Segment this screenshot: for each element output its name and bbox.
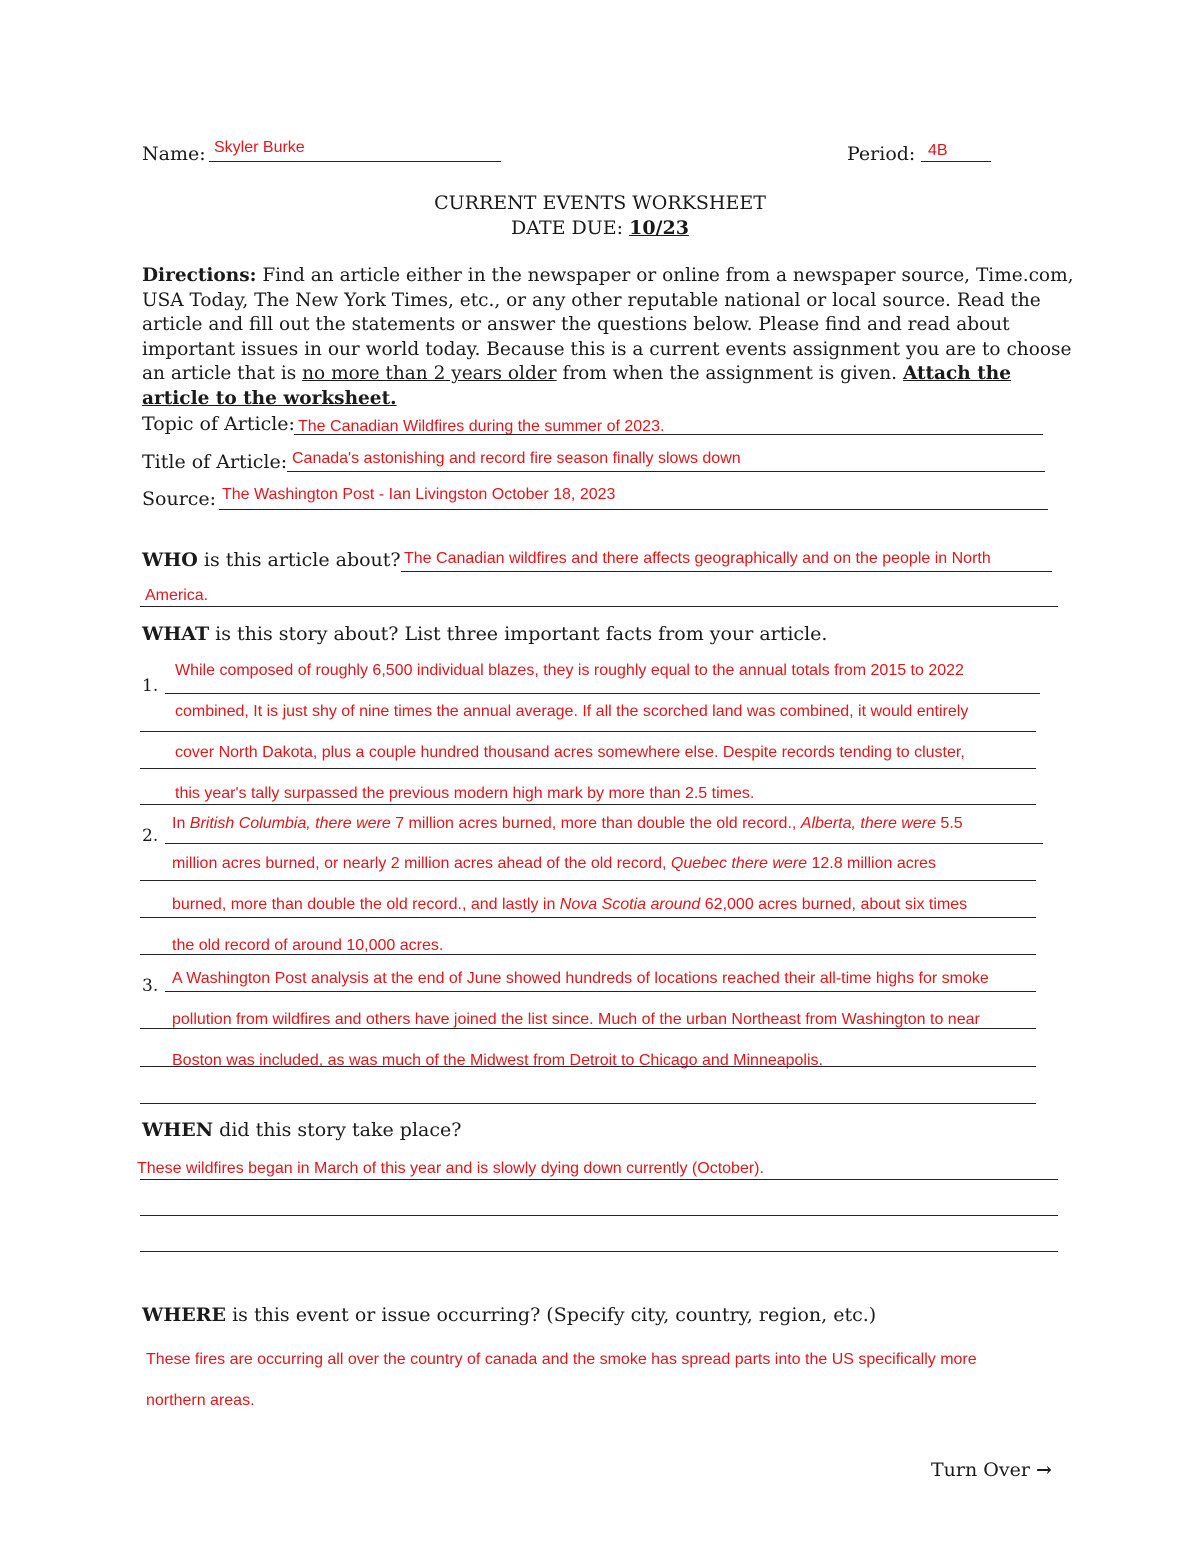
fact2-line2[interactable]	[172, 855, 936, 873]
what-label-bold: WHAT	[142, 623, 210, 645]
fact2-l1-italic-2: Alberta, there were	[800, 815, 936, 832]
worksheet-title: CURRENT EVENTS WORKSHEET	[434, 192, 766, 214]
directions-text-b: from when the assignment is given.	[556, 363, 903, 385]
fact3-underline-1	[165, 991, 1036, 992]
fact2-l1-b: 7 million acres burned, more than double the old record.,	[390, 815, 801, 832]
fact3-line1[interactable]: A Washington Post analysis at the end of June showed hundreds of locations reached their all-time highs for smoke	[172, 970, 989, 987]
who-underline-2	[140, 606, 1058, 607]
arrow-right-icon: →	[1035, 1459, 1052, 1481]
title-value[interactable]: Canada's astonishing and record fire season finally slows down	[292, 450, 741, 467]
what-label-rest: is this story about? List three important facts from your article.	[209, 623, 828, 645]
fact2-underline-1	[165, 843, 1043, 844]
fact3-underline-4	[140, 1103, 1036, 1104]
when-underline-1	[140, 1179, 1058, 1180]
when-underline-3	[140, 1251, 1058, 1252]
who-question	[142, 549, 401, 571]
fact2-underline-2	[140, 880, 1036, 881]
fact2-l3-a: burned, more than double the old record., and lastly in	[172, 896, 560, 913]
fact1-underline-1	[165, 693, 1040, 694]
fact2-l1-c: 5.5	[935, 815, 963, 832]
topic-label: Topic of Article:	[142, 413, 295, 435]
title-label: Title of Article:	[142, 451, 288, 473]
fact2-underline-4	[140, 954, 1036, 955]
where-label-rest: is this event or issue occurring? (Specify city, country, region, etc.)	[226, 1304, 877, 1326]
fact3-line2[interactable]: pollution from wildfires and others have joined the list since. Much of the urban Northeast from Washington to near	[172, 1011, 980, 1028]
fact2-l3-italic: Nova Scotia around	[559, 896, 701, 913]
fact2-line3[interactable]	[172, 896, 967, 914]
where-answer-line1[interactable]: These fires are occurring all over the country of canada and the smoke has spread parts into the US specifically more	[146, 1351, 977, 1368]
directions-underlined: no more than 2 years older	[302, 363, 557, 385]
fact1-line2[interactable]: combined, It is just shy of nine times the annual average. If all the scorched land was combined, it would entirely	[175, 703, 969, 720]
source-label: Source:	[142, 488, 217, 510]
when-answer[interactable]: These wildfires began in March of this year and is slowly dying down currently (October).	[137, 1160, 764, 1177]
directions-attach: Attach the article to the worksheet.	[142, 363, 1011, 409]
fact2-l2-b: 12.8 million acres	[807, 855, 936, 872]
fact1-underline-3	[140, 768, 1036, 769]
source-underline	[219, 509, 1048, 510]
fact1-underline-2	[140, 731, 1036, 732]
turn-over-label: Turn Over	[931, 1459, 1030, 1481]
directions-paragraph	[142, 264, 1082, 412]
directions-label: Directions:	[142, 265, 257, 286]
source-value[interactable]: The Washington Post - Ian Livingston October 18, 2023	[222, 486, 616, 503]
name-value[interactable]: Skyler Burke	[214, 139, 305, 156]
title-underline	[287, 471, 1045, 472]
fact3-line3[interactable]: Boston was included, as was much of the Midwest from Detroit to Chicago and Minneapolis.	[172, 1052, 823, 1069]
fact1-line4[interactable]: this year's tally surpassed the previous modern high mark by more than 2.5 times.	[175, 785, 755, 802]
fact2-l3-b: 62,000 acres burned, about six times	[700, 896, 968, 913]
fact2-line1[interactable]	[172, 815, 963, 833]
when-question	[142, 1119, 461, 1141]
fact2-underline-3	[140, 917, 1036, 918]
fact1-underline-4	[140, 804, 1036, 805]
fact2-line4[interactable]: the old record of around 10,000 acres.	[172, 937, 444, 954]
where-answer-line2[interactable]: northern areas.	[146, 1392, 255, 1409]
fact3-underline-3	[140, 1066, 1036, 1067]
turn-over-text	[931, 1459, 1052, 1481]
where-label-bold: WHERE	[142, 1304, 227, 1326]
fact1-line1[interactable]: While composed of roughly 6,500 individual blazes, they is roughly equal to the annual totals from 2015 to 2022	[175, 662, 964, 679]
where-question	[142, 1304, 876, 1326]
when-underline-2	[140, 1215, 1058, 1216]
who-answer-line2[interactable]: America.	[145, 587, 209, 604]
date-due-label: DATE DUE:	[511, 217, 624, 239]
period-label: Period:	[847, 143, 916, 165]
date-due-value: 10/23	[629, 217, 689, 239]
what-question	[142, 623, 827, 645]
fact2-l2-italic: Quebec there were	[670, 855, 807, 872]
fact-number-3: 3.	[142, 976, 159, 996]
directions-text-a: Find an article either in the newspaper or online from a newspaper source, Time.com, USA Today, The New York Times, etc., or any other reputable national or local source. Read the article and fill out the statements or answer the questions below. Please find and read about important issues in our world today. Because this is a current events assignment you are to choose an article that is	[142, 265, 1074, 385]
name-label: Name:	[142, 143, 206, 165]
who-label-rest: is this article about?	[197, 549, 401, 571]
name-underline	[209, 161, 501, 162]
fact2-l2-a: million acres burned, or nearly 2 million acres ahead of the old record,	[172, 855, 671, 872]
fact2-l1-a: In	[172, 815, 190, 832]
fact2-l1-italic-1: British Columbia, there were	[189, 815, 391, 832]
fact3-underline-2	[140, 1028, 1036, 1029]
period-value[interactable]: 4B	[928, 142, 948, 159]
fact-number-2: 2.	[142, 826, 159, 846]
topic-value[interactable]: The Canadian Wildfires during the summer of 2023.	[298, 418, 665, 435]
period-underline	[921, 161, 991, 162]
when-label-rest: did this story take place?	[213, 1119, 462, 1141]
when-label-bold: WHEN	[142, 1119, 214, 1141]
who-underline-1	[401, 571, 1052, 572]
who-label-bold: WHO	[142, 549, 198, 571]
date-due	[0, 217, 1200, 239]
fact1-line3[interactable]: cover North Dakota, plus a couple hundred thousand acres somewhere else. Despite records tending to cluster,	[175, 744, 965, 761]
fact-number-1: 1.	[142, 676, 159, 696]
topic-underline	[294, 434, 1043, 435]
who-answer-line1[interactable]: The Canadian wildfires and there affects geographically and on the people in North	[404, 550, 991, 567]
